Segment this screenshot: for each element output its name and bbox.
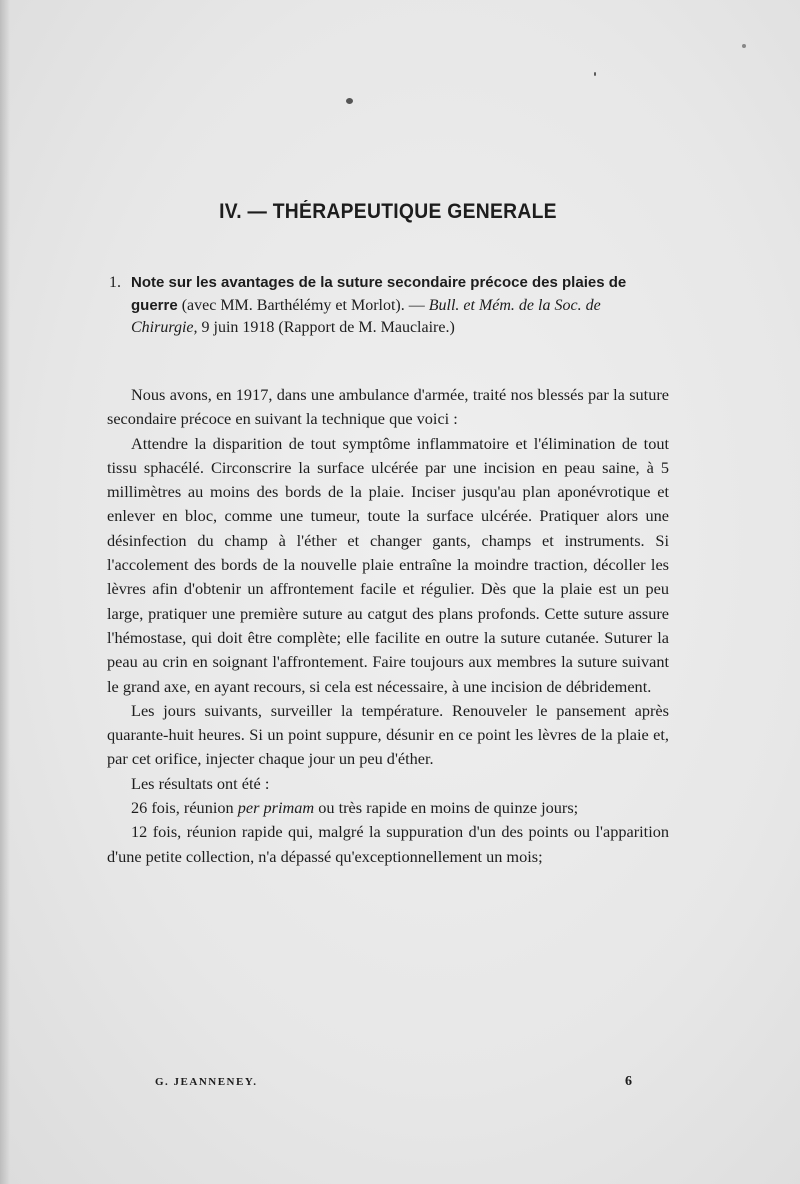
chapter-title: IV. — THÉRAPEUTIQUE GENERALE	[219, 200, 557, 223]
page-edge-shadow	[0, 0, 10, 1184]
ink-speck	[594, 72, 596, 76]
paragraph-intro: Nous avons, en 1917, dans une ambulance d'armée, traité nos blessés par la suture secondaire précoce en suivant la technique que voici :	[107, 385, 669, 429]
paragraph-followup: Les jours suivants, surveiller la température. Renouveler le pansement après quarante-huit heures. Si un point suppure, désunir en ce point les lèvres de la plaie et, par cet orifice, injecter chaque jour un peu d'éther.	[107, 700, 669, 769]
entry-number: 1.	[109, 274, 121, 291]
entry-source: Bull. et Mém. de la Soc. de Chirurgie,	[131, 296, 601, 336]
paragraph-technique: Attendre la disparition de tout symptôme inflammatoire et l'élimination de tout tissu sphacélé. Circonscrire la surface ulcérée par une incision en peau saine, à 5 millimètres au moins des bords de la plaie. Inciser jusqu'au plan aponévrotique et enlever en bloc, comme une tumeur, toute la surface ulcérée. Pratiquer alors une désinfection du champ à l'éther et changer gants, champs et instruments. Si l'accolement des bords de la nouvelle plaie entraîne la moindre traction, décoller les lèvres afin d'obtenir un affrontement facile et régulier. Dès que la plaie est un peu large, pratiquer une première suture au catgut des plans profonds. Cette suture assure l'hémostase, qui doit être complète; elle facilite en outre la suture cutanée. Suturer la peau au crin en soignant l'affrontement. Faire toujours aux membres la suture suivant le grand axe, en ayant recours, si cela est nécessaire, à une incision de débridement.	[107, 433, 669, 696]
body-text	[107, 383, 669, 869]
entry-source-details: 9 juin 1918 (Rapport de M. Mauclaire.)	[197, 319, 455, 336]
paragraph-result-2: 12 fois, réunion rapide qui, malgré la suppuration d'un des points ou l'apparition d'une petite collection, n'a dépassé qu'exceptionnellement un mois;	[107, 822, 669, 866]
result-1-latin: per primam	[237, 798, 315, 818]
page-number: 6	[625, 1074, 634, 1089]
printer-signature: G. JEANNENEY.	[155, 1076, 258, 1088]
ink-speck	[346, 98, 353, 104]
entry-authors: (avec MM. Barthélémy et Morlot). —	[177, 296, 429, 314]
bibliography-entry	[109, 272, 669, 340]
paragraph-result-1	[107, 796, 669, 820]
entry-title: Note sur les avantages de la suture secondaire précoce des plaies de guerre	[131, 274, 627, 314]
result-1-end: ou très rapide en moins de quinze jours;	[314, 798, 579, 818]
paragraph-results-heading: Les résultats ont été :	[131, 773, 270, 793]
ink-speck	[742, 44, 746, 48]
result-1-start: 26 fois, réunion	[131, 798, 238, 818]
entry-text	[109, 272, 669, 340]
